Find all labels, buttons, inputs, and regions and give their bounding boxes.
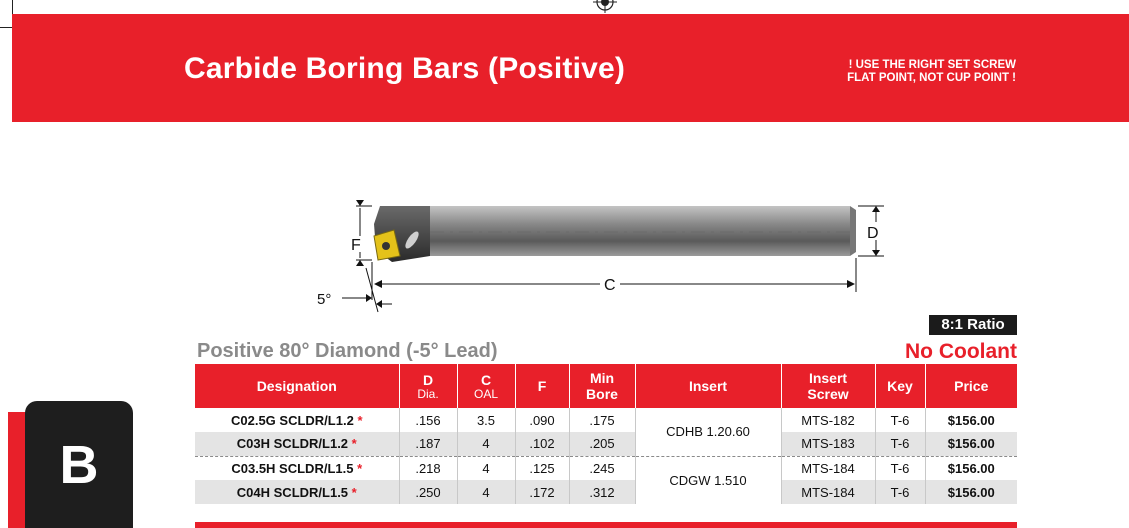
table-header-row	[195, 364, 1017, 408]
cell-min-bore: .245	[569, 456, 635, 480]
cell-price: $156.00	[925, 456, 1017, 480]
boring-bar-drawing	[300, 196, 900, 320]
dim-label-f: F	[351, 237, 361, 254]
col-header-min-bore-1: Min	[589, 370, 615, 386]
col-header-price: Price	[925, 364, 1017, 408]
cell-c: 4	[457, 432, 515, 456]
cell-min-bore: .312	[569, 480, 635, 504]
designation-text: C04H SCLDR/L1.5	[236, 484, 349, 500]
cell-insert: CDGW 1.510	[635, 456, 781, 504]
cell-f: .090	[515, 408, 569, 432]
cell-screw: MTS-184	[781, 456, 875, 480]
cell-key: T-6	[875, 408, 925, 432]
cell-insert: CDHB 1.20.60	[635, 408, 781, 456]
cell-d: .156	[399, 408, 457, 432]
section-tab-letter: B	[59, 435, 99, 495]
warning-line-2: FLAT POINT, NOT CUP POINT !	[847, 72, 1016, 84]
cell-designation	[195, 432, 399, 456]
cell-key: T-6	[875, 480, 925, 504]
col-header-d-main: D	[422, 371, 434, 388]
cell-d: .250	[399, 480, 457, 504]
registration-mark-icon	[560, 0, 618, 14]
col-header-f: F	[515, 364, 569, 408]
page-title: Carbide Boring Bars (Positive)	[184, 52, 626, 85]
col-header-insert: Insert	[635, 364, 781, 408]
cell-f: .125	[515, 456, 569, 480]
table-row	[195, 408, 1017, 432]
cell-f: .172	[515, 480, 569, 504]
crop-mark-vertical	[12, 0, 13, 14]
dim-label-c: C	[604, 277, 616, 294]
col-header-d	[399, 364, 457, 408]
spec-table	[195, 364, 1017, 504]
star-marker: *	[351, 436, 357, 452]
cell-min-bore: .175	[569, 408, 635, 432]
cell-designation	[195, 480, 399, 504]
dim-label-angle: 5°	[317, 291, 332, 308]
col-header-d-sub: Dia.	[417, 386, 439, 401]
warning-line-1: ! USE THE RIGHT SET SCREW	[848, 59, 1016, 71]
col-header-min-bore-2: Bore	[586, 386, 618, 402]
col-header-insert-screw	[781, 364, 875, 408]
designation-text: C03.5H SCLDR/L1.5	[231, 460, 354, 476]
table-row	[195, 456, 1017, 480]
col-header-key: Key	[875, 364, 925, 408]
col-header-c-sub: OAL	[473, 386, 498, 401]
set-screw-warning	[780, 59, 1016, 85]
cell-c: 4	[457, 456, 515, 480]
coolant-label: No Coolant	[905, 340, 1017, 363]
col-header-c	[457, 364, 515, 408]
cell-designation	[195, 456, 399, 480]
cell-f: .102	[515, 432, 569, 456]
cell-price: $156.00	[925, 432, 1017, 456]
section-title: Positive 80° Diamond (-5° Lead)	[197, 340, 498, 362]
table-row	[195, 432, 1017, 456]
cell-min-bore: .205	[569, 432, 635, 456]
table-bottom-bar	[195, 522, 1017, 528]
cell-screw: MTS-184	[781, 480, 875, 504]
star-marker: *	[351, 484, 357, 500]
ratio-badge: 8:1 Ratio	[929, 315, 1017, 335]
cell-c: 3.5	[457, 408, 515, 432]
cell-price: $156.00	[925, 408, 1017, 432]
col-header-min-bore	[569, 364, 635, 408]
cell-key: T-6	[875, 432, 925, 456]
star-marker: *	[357, 412, 363, 428]
designation-text: C03H SCLDR/L1.2	[236, 436, 349, 452]
dim-label-d: D	[867, 225, 879, 242]
cell-screw: MTS-182	[781, 408, 875, 432]
table-row	[195, 480, 1017, 504]
col-header-c-main: C	[480, 371, 492, 388]
cell-key: T-6	[875, 456, 925, 480]
designation-text: C02.5G SCLDR/L1.2	[230, 412, 354, 428]
col-header-screw-1: Insert	[808, 370, 848, 386]
col-header-designation: Designation	[195, 364, 399, 408]
cell-designation	[195, 408, 399, 432]
cell-screw: MTS-183	[781, 432, 875, 456]
cell-d: .218	[399, 456, 457, 480]
col-header-screw-2: Screw	[807, 386, 849, 402]
cell-price: $156.00	[925, 480, 1017, 504]
star-marker: *	[357, 460, 363, 476]
crop-mark-horizontal	[0, 27, 12, 28]
cell-c: 4	[457, 480, 515, 504]
cell-d: .187	[399, 432, 457, 456]
